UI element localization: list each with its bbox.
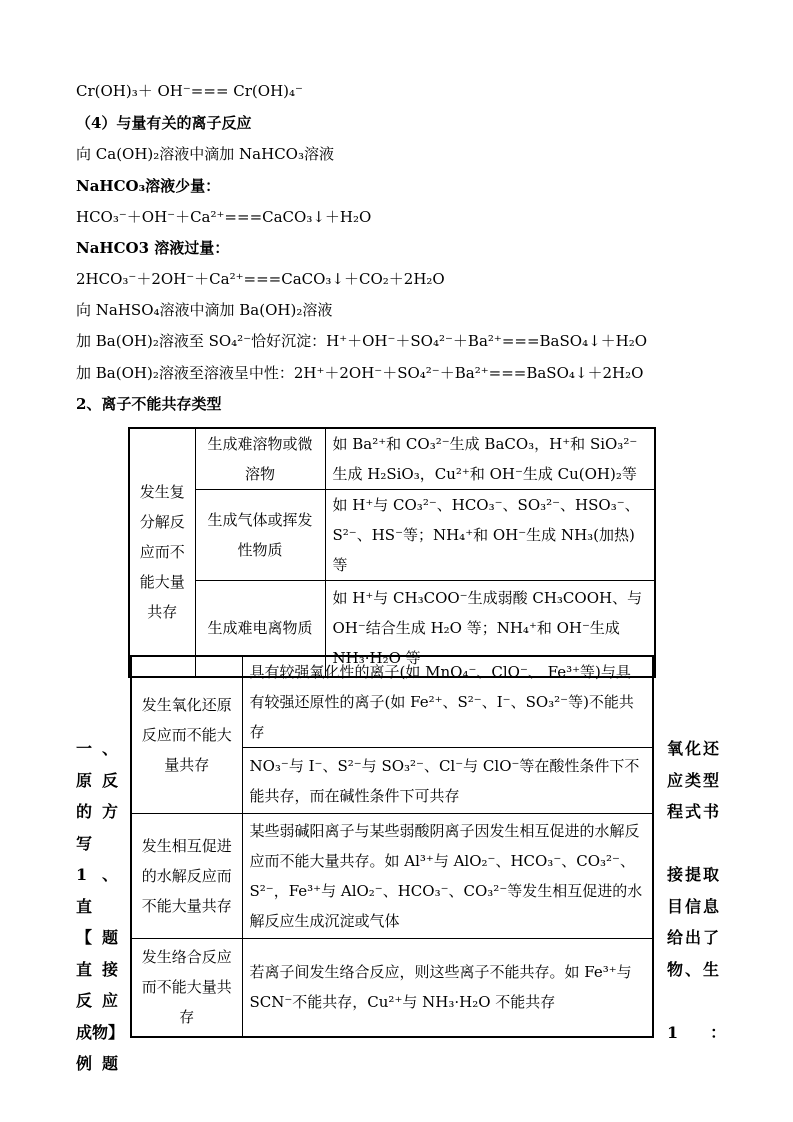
equation: 加 Ba(OH)₂溶液至 SO₄²⁻恰好沉淀：H⁺＋OH⁻＋SO₄²⁻＋Ba²⁺===BaSO₄↓＋H₂O	[76, 332, 648, 350]
side-line	[667, 828, 719, 860]
side-line: 写	[76, 833, 93, 853]
side-line: 反 应	[76, 991, 118, 1010]
side-text-left	[76, 733, 125, 1080]
side-line: 直 接	[76, 959, 118, 979]
desc-cell: 如 H⁺与 CH₃COO⁻生成弱酸 CH₃COOH、与 OH⁻结合生成 H₂O 等；NH₄⁺和 OH⁻生成 NH₃·H₂O 等	[325, 581, 655, 677]
side-line: 的 方	[76, 802, 118, 821]
side-text-right	[667, 733, 727, 1048]
side-line: 氧化还	[667, 739, 719, 758]
desc-cell: 具有较强氧化性的离子(如 MnO₄⁻、ClO⁻、 Fe³⁺等)与具有较强还原性的离子(如 Fe²⁺、S²⁻、I⁻、SO₃²⁻等)不能共存	[242, 656, 653, 748]
category-cell: 发生氧化还原反应而不能大量共存	[131, 656, 242, 814]
desc-cell: 某些弱碱阳离子与某些弱酸阴离子因发生相互促进的水解反应而不能大量共存。如 Al³⁺与 AlO₂⁻、HCO₃⁻、CO₃²⁻、S²⁻，Fe³⁺与 AlO₂⁻、HCO₃⁻、CO₃²⁻等发生相互促进的水解反应生成沉淀或气体	[242, 814, 653, 939]
side-line: 应类型	[667, 770, 719, 790]
side-line: 例 题	[76, 1054, 118, 1073]
side-line: 1 ：	[667, 1022, 727, 1042]
desc-cell: 如 H⁺与 CO₃²⁻、HCO₃⁻、SO₃²⁻、HSO₃⁻、S²⁻、HS⁻等；NH₄⁺和 OH⁻生成 NH₃(加热)等	[325, 490, 655, 581]
side-line: 目信息	[667, 896, 719, 916]
condition-label: NaHCO3 溶液过量：	[76, 239, 230, 257]
side-line: 成物】	[76, 1022, 125, 1042]
desc-cell: NO₃⁻与 I⁻、S²⁻与 SO₃²⁻、Cl⁻与 ClO⁻等在酸性条件下不能共存，而在碱性条件下可共存	[242, 748, 653, 814]
coexistence-table-1	[128, 427, 656, 678]
side-line: 【 题	[76, 928, 118, 947]
text-line: Cr(OH)₃＋ OH⁻=== Cr(OH)₄⁻	[76, 82, 303, 100]
desc-cell: 如 Ba²⁺和 CO₃²⁻生成 BaCO₃，H⁺和 SiO₃²⁻生成 H₂SiO₃，Cu²⁺和 OH⁻生成 Cu(OH)₂等	[325, 428, 655, 490]
desc-cell: 若离子间发生络合反应，则这些离子不能共存。如 Fe³⁺与 SCN⁻不能共存，Cu²⁺与 NH₃·H₂O 不能共存	[242, 939, 653, 1037]
equation: 2HCO₃⁻＋2OH⁻＋Ca²⁺===CaCO₃↓＋CO₂＋2H₂O	[76, 270, 445, 288]
type-cell: 生成难电离物质	[195, 581, 325, 677]
condition-label: NaHCO₃溶液少量：	[76, 177, 221, 195]
section-heading: （4）与量有关的离子反应	[76, 114, 252, 132]
side-line: 程式书	[667, 802, 719, 821]
side-line: 1、直	[76, 865, 118, 916]
side-line: 原 反	[76, 770, 118, 790]
type-cell: 生成难溶物或微溶物	[195, 428, 325, 490]
category-cell: 发生络合反应而不能大量共存	[131, 939, 242, 1037]
side-line: 物、生	[667, 959, 719, 979]
equation: 加 Ba(OH)₂溶液至溶液呈中性：2H⁺＋2OH⁻＋SO₄²⁻＋Ba²⁺===BaSO₄↓＋2H₂O	[76, 364, 644, 382]
category-cell: 发生相互促进的水解反应而不能大量共存	[131, 814, 242, 939]
coexistence-table-2	[130, 655, 654, 1038]
side-line: 给出了	[667, 928, 719, 947]
equation: HCO₃⁻＋OH⁻＋Ca²⁺===CaCO₃↓＋H₂O	[76, 208, 372, 226]
text-line: 向 Ca(OH)₂溶液中滴加 NaHCO₃溶液	[76, 145, 334, 163]
category-cell: 发生复分解反应而不能大量共存	[129, 428, 195, 677]
section-heading: 2、离子不能共存类型	[76, 395, 222, 413]
text-line: 向 NaHSO₄溶液中滴加 Ba(OH)₂溶液	[76, 301, 333, 319]
type-cell: 生成气体或挥发性物质	[195, 490, 325, 581]
side-line: 一、	[76, 739, 118, 758]
side-line: 接提取	[667, 865, 719, 884]
